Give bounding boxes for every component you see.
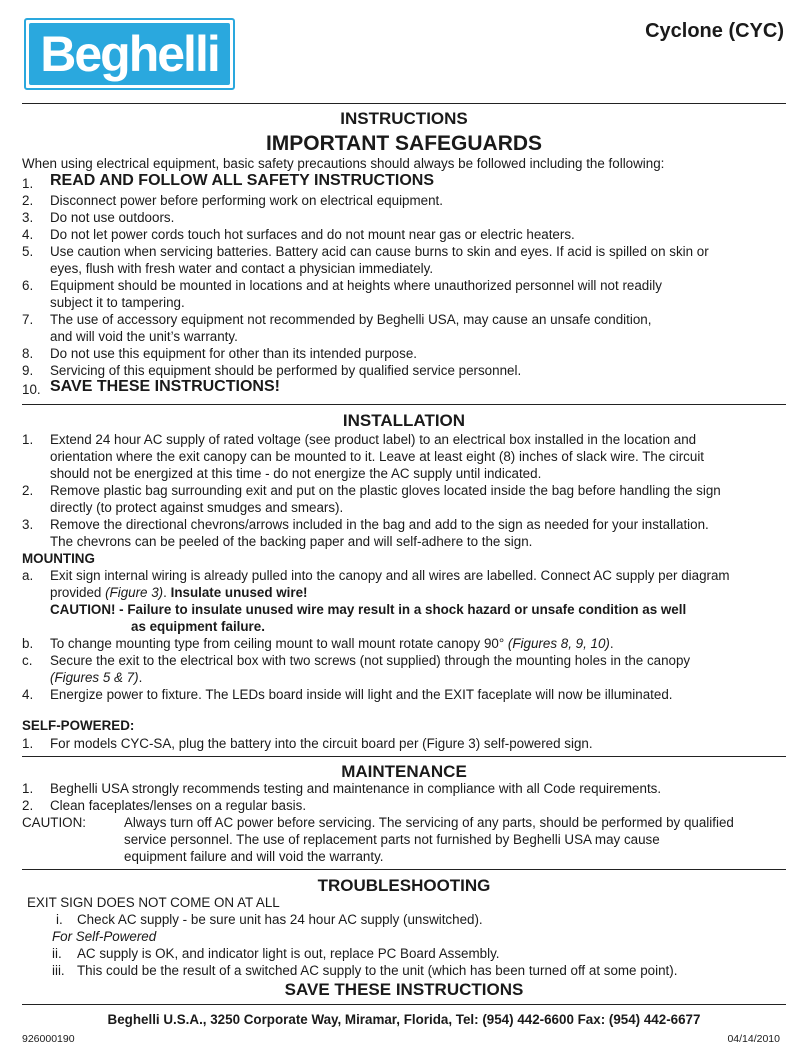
list-number: 1. [22, 736, 34, 751]
list-item: Do not use this equipment for other than its intended purpose. [50, 346, 417, 361]
figure-reference: (Figures 5 & 7) [50, 670, 139, 685]
document-date: 04/14/2010 [727, 1033, 780, 1045]
list-item: Use caution when servicing batteries. Battery acid can cause burns to skin and eyes. If acid is spilled on skin or [50, 244, 709, 259]
list-item-continuation: and will void the unit’s warranty. [50, 329, 238, 344]
insulate-warning: Insulate unused wire! [170, 585, 308, 600]
list-number: 4. [22, 227, 34, 242]
product-title: Cyclone (CYC) [645, 20, 784, 42]
caution-warning: CAUTION! - Failure to insulate unused wire may result in a shock hazard or unsafe condition as well [50, 602, 687, 617]
list-number: 9. [22, 363, 34, 378]
list-letter: a. [22, 568, 34, 583]
caution-label: CAUTION: [22, 815, 86, 830]
list-numeral: i. [56, 912, 63, 927]
text-run: provided [50, 585, 106, 600]
list-number: 8. [22, 346, 34, 361]
list-item: SAVE THESE INSTRUCTIONS! [50, 378, 280, 395]
list-item: Do not use outdoors. [50, 210, 175, 225]
list-item: Equipment should be mounted in locations and at heights where unauthorized personnel will not readily [50, 278, 662, 293]
list-number: 1. [22, 432, 34, 447]
figure-reference: (Figures 8, 9, 10) [507, 636, 610, 651]
list-number: 1. [22, 781, 34, 796]
list-item: Remove plastic bag surrounding exit and put on the plastic gloves located inside the bag before handling the sign [50, 483, 721, 498]
save-instructions: SAVE THESE INSTRUCTIONS [284, 980, 524, 999]
caution-text: equipment failure and will void the warranty. [124, 849, 384, 864]
mounting-step-c: Secure the exit to the electrical box with two screws (not supplied) through the mounting holes in the canopy [50, 653, 691, 668]
list-number: 3. [22, 517, 34, 532]
list-numeral: ii. [52, 946, 62, 961]
list-item: Extend 24 hour AC supply of rated voltage (see product label) to an electrical box installed in the location and [50, 432, 697, 447]
list-numeral: iii. [52, 963, 65, 978]
maintenance-step: Beghelli USA strongly recommends testing and maintenance in compliance with all Code requirements. [50, 781, 662, 796]
self-powered-heading: SELF-POWERED: [22, 718, 135, 733]
list-item: READ AND FOLLOW ALL SAFETY INSTRUCTIONS [50, 172, 434, 189]
list-item: The use of accessory equipment not recommended by Beghelli USA, may cause an unsafe condition, [50, 312, 652, 327]
list-item-continuation: subject it to tampering. [50, 295, 185, 310]
figure-reference: (Figure 3) [105, 585, 164, 600]
caution-warning-continuation: as equipment failure. [131, 619, 265, 634]
list-letter: b. [22, 636, 34, 651]
text-run: To change mounting type from ceiling mount to wall mount rotate canopy 90° [50, 636, 508, 651]
text-run: . [609, 636, 614, 651]
troubleshooting-title: TROUBLESHOOTING [317, 876, 491, 895]
list-number: 2. [22, 483, 34, 498]
list-item-continuation: directly (to protect against smudges and smears). [50, 500, 344, 515]
self-powered-subheading: For Self-Powered [52, 929, 157, 944]
header-divider [22, 103, 786, 104]
mounting-step-b [50, 636, 614, 653]
list-number: 5. [22, 244, 34, 259]
list-number: 7. [22, 312, 34, 327]
list-item: Servicing of this equipment should be performed by qualified service personnel. [50, 363, 522, 378]
list-item: Do not let power cords touch hot surfaces and do not mount near gas or electric heaters. [50, 227, 575, 242]
logo-text: Beghelli [40, 26, 219, 82]
section-divider [22, 869, 786, 870]
troubleshooting-step: This could be the result of a switched AC supply to the unit (which has been turned off at some point). [77, 963, 678, 978]
list-number: 1. [22, 176, 34, 191]
installation-step-4: Energize power to fixture. The LEDs board inside will light and the EXIT faceplate will now be illuminated. [50, 687, 673, 702]
caution-text: service personnel. The use of replacement parts not furnished by Beghelli USA may cause [124, 832, 660, 847]
maintenance-title: MAINTENANCE [341, 762, 467, 781]
list-number: 10. [22, 382, 41, 397]
text-run: . [138, 670, 143, 685]
mounting-step-a-continuation [50, 585, 308, 602]
list-number: 2. [22, 193, 34, 208]
list-item: Disconnect power before performing work on electrical equipment. [50, 193, 443, 208]
list-number: 4. [22, 687, 34, 702]
list-item-continuation: orientation where the exit canopy can be mounted to it. Leave at least eight (8) inches of slack wire. The circuit [50, 449, 705, 464]
footer-divider [22, 1004, 786, 1005]
instructions-subtitle: INSTRUCTIONS [340, 109, 468, 128]
mounting-step-a: Exit sign internal wiring is already pulled into the canopy and all wires are labelled. Connect AC supply per diagram [50, 568, 730, 583]
logo-background [29, 23, 230, 85]
troubleshooting-step: AC supply is OK, and indicator light is out, replace PC Board Assembly. [77, 946, 500, 961]
list-number: 6. [22, 278, 34, 293]
list-item-continuation: should not be energized at this time - do not energize the AC supply until indicated. [50, 466, 542, 481]
instructions-intro: When using electrical equipment, basic safety precautions should always be followed including the following: [22, 156, 665, 171]
list-item-continuation: The chevrons can be peeled of the backing paper and will self-adhere to the sign. [50, 534, 533, 549]
troubleshooting-step: Check AC supply - be sure unit has 24 hour AC supply (unswitched). [77, 912, 483, 927]
list-item-continuation: eyes, flush with fresh water and contact a physician immediately. [50, 261, 434, 276]
caution-text: Always turn off AC power before servicing. The servicing of any parts, should be performed by qualified [124, 815, 734, 830]
troubleshooting-heading: EXIT SIGN DOES NOT COME ON AT ALL [27, 895, 280, 910]
document-number: 926000190 [22, 1033, 75, 1045]
mounting-step-c-continuation [50, 670, 142, 687]
maintenance-step: Clean faceplates/lenses on a regular basis. [50, 798, 307, 813]
self-powered-step: For models CYC-SA, plug the battery into the circuit board per (Figure 3) self-powered sign. [50, 736, 593, 751]
list-number: 2. [22, 798, 34, 813]
company-address: Beghelli U.S.A., 3250 Corporate Way, Miramar, Florida, Tel: (954) 442-6600 Fax: (954) 442-6677 [107, 1012, 701, 1027]
list-item: Remove the directional chevrons/arrows included in the bag and add to the sign as needed for your installation. [50, 517, 709, 532]
text-run: . [163, 585, 171, 600]
list-letter: c. [22, 653, 33, 668]
list-number: 3. [22, 210, 34, 225]
section-divider [22, 756, 786, 757]
safeguards-title: IMPORTANT SAFEGUARDS [265, 132, 543, 155]
section-divider [22, 404, 786, 405]
mounting-heading: MOUNTING [22, 551, 95, 566]
beghelli-logo [24, 18, 235, 90]
installation-title: INSTALLATION [342, 411, 466, 430]
